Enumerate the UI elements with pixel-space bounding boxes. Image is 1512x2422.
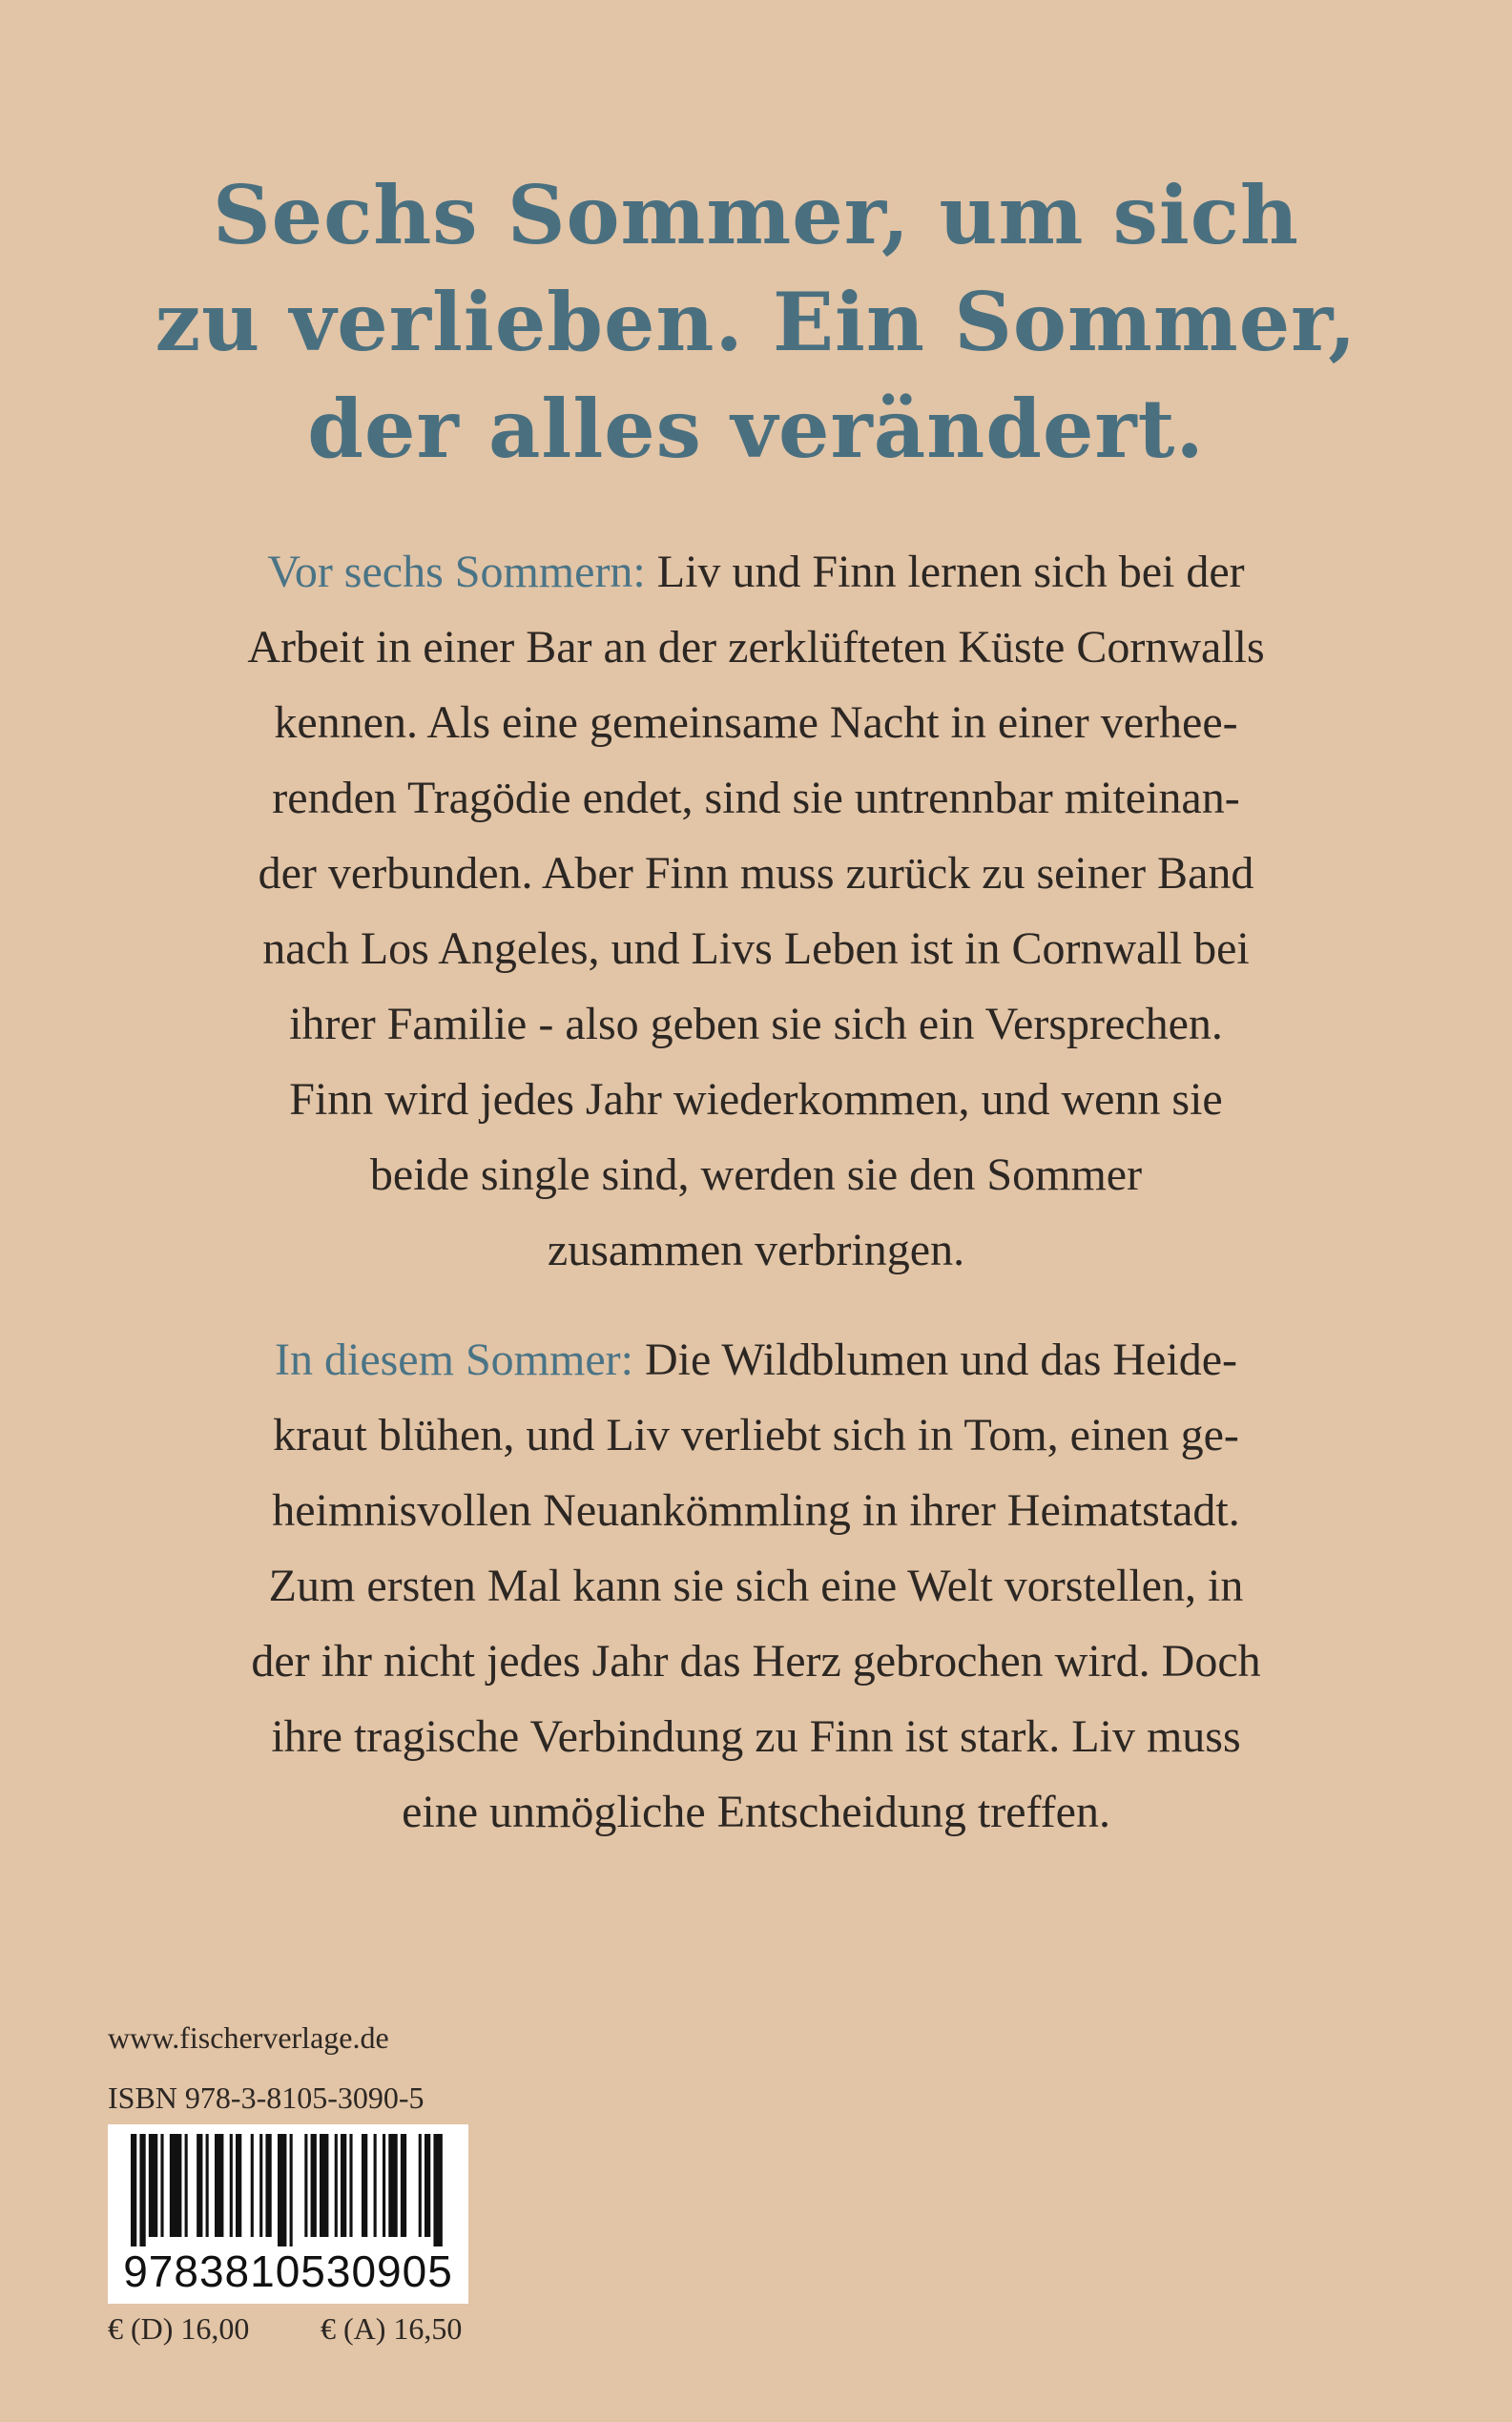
headline-line: der alles verändert.: [307, 382, 1205, 476]
blurb-line: der ihr nicht jedes Jahr das Herz gebrochen wird. Doch: [251, 1636, 1261, 1687]
barcode-bar: [236, 2134, 241, 2237]
barcode-bar: [265, 2134, 271, 2237]
price-germany: € (D) 16,00: [108, 2311, 250, 2346]
headline-line: Sechs Sommer, um sich: [212, 168, 1299, 262]
blurb-line: eine unmögliche Entscheidung treffen.: [402, 1787, 1110, 1837]
headline: [0, 162, 1512, 483]
price-austria: € (A) 16,50: [321, 2311, 463, 2346]
barcode-bar: [259, 2134, 262, 2237]
blurb-lead-label: Vor sechs Sommern:: [267, 547, 646, 597]
barcode-bar: [304, 2134, 307, 2237]
barcode-bar: [419, 2134, 422, 2237]
blurb-line: kraut blühen, und Liv verliebt sich in Tom, einen ge-: [273, 1410, 1239, 1460]
publisher-website: www.fischerverlage.de: [108, 2020, 389, 2055]
barcode-bar: [433, 2134, 442, 2246]
blurb-line: ihre tragische Verbindung zu Finn ist stark. Liv muss: [271, 1711, 1241, 1762]
barcode-bar: [362, 2134, 367, 2237]
blurb-line: zusammen verbringen.: [547, 1225, 965, 1275]
barcode-bar: [149, 2134, 157, 2237]
barcode-bar: [251, 2134, 254, 2237]
barcode-digits: 9783810530905: [123, 2246, 453, 2296]
barcode-bar: [335, 2134, 338, 2237]
blurb-line: [0, 1322, 1512, 1397]
blurb-line: nach Los Angeles, und Livs Leben ist in Cornwall bei: [262, 923, 1250, 974]
barcode-bar: [290, 2134, 293, 2246]
barcode-bar: [383, 2134, 385, 2237]
blurb-line: Finn wird jedes Jahr wiederkommen, und wenn sie: [289, 1074, 1223, 1125]
barcode-bar: [341, 2134, 346, 2237]
barcode-bar: [349, 2134, 352, 2237]
blurb-line: der verbunden. Aber Finn muss zurück zu seiner Band: [258, 848, 1254, 899]
blurb-line: ihrer Familie - also geben sie sich ein Versprechen.: [289, 999, 1223, 1049]
barcode-bar: [230, 2134, 233, 2237]
barcode-bar: [206, 2134, 209, 2237]
barcode-bar: [311, 2134, 317, 2237]
blurb-line-text: Liv und Finn lernen sich bei der: [645, 547, 1245, 597]
blurb-line-text: Die Wildblumen und das Heide-: [632, 1335, 1237, 1385]
barcode-bars: [131, 2134, 445, 2246]
barcode-bar: [401, 2134, 406, 2237]
blurb-line: Arbeit in einer Bar an der zerklüfteten Küste Cornwalls: [247, 622, 1265, 673]
barcode-bar: [374, 2134, 377, 2237]
barcode-bar: [425, 2134, 430, 2237]
blurb-line: beide single sind, werden sie den Sommer: [369, 1149, 1143, 1200]
blurb-lead-label: In diesem Sommer:: [275, 1335, 633, 1385]
blurb-line: Zum ersten Mal kann sie sich eine Welt vorstellen, in: [268, 1561, 1244, 1611]
blurb-line: heimnisvollen Neuankömmling in ihrer Heimatstadt.: [272, 1485, 1240, 1536]
headline-line: zu verlieben. Ein Sommer,: [155, 275, 1357, 369]
barcode-bar: [278, 2134, 286, 2246]
blurb-paragraph-past: [0, 534, 1512, 1288]
barcode-bar: [320, 2134, 328, 2237]
barcode-bar: [160, 2134, 163, 2237]
barcode: [108, 2124, 468, 2304]
blurb-line: [0, 534, 1512, 610]
isbn-number: ISBN 978-3-8105-3090-5: [108, 2080, 425, 2115]
barcode-bar: [185, 2134, 188, 2237]
blurb-line: renden Tragödie endet, sind sie untrennbar miteinan-: [272, 773, 1240, 823]
blurb-line: kennen. Als eine gemeinsame Nacht in einer verhee-: [274, 697, 1238, 748]
barcode-bar: [197, 2134, 202, 2237]
barcode-bar: [131, 2134, 136, 2246]
barcode-bar: [388, 2134, 397, 2237]
barcode-bar: [215, 2134, 223, 2237]
barcode-bar: [170, 2134, 182, 2237]
barcode-bar: [139, 2134, 145, 2246]
blurb-paragraph-present: [0, 1322, 1512, 1850]
